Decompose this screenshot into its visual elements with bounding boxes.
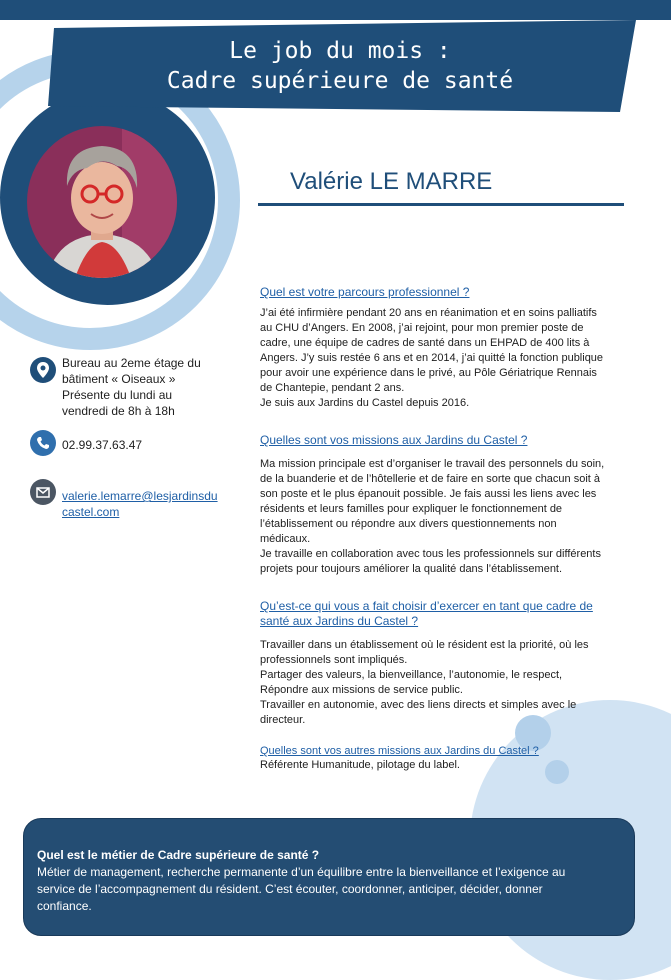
question-parcours: Quel est votre parcours professionnel ? bbox=[260, 285, 470, 299]
summary-line: Métier de management, recherche permanente d’un équilibre entre la bienveillance et l’exigence au bbox=[37, 865, 566, 879]
answer-line: projets pour toujours améliorer la qualité dans l’établissement. bbox=[260, 563, 563, 575]
answer-line: résidents et leurs familles pour expliquer le fonctionnement de bbox=[260, 503, 563, 515]
answer-line: Angers. J’y suis restée 6 ans et en 2014, j’ai quitté la fonction publique bbox=[260, 352, 604, 364]
portrait-photo bbox=[27, 126, 177, 278]
summary-line: service de l’accompagnement du résident. C’est écouter, coordonner, anticiper, décider, donner bbox=[37, 882, 543, 896]
answer-line: au CHU d’Angers. En 2008, j’ai rejoint, pour mon premier poste de bbox=[260, 322, 584, 334]
answer-line: de la buanderie et de l’hôtellerie et de faire en sorte que chacun soit à bbox=[260, 473, 601, 485]
answer-line: son poste et le plus épanouit possible. Je fais aussi les liens avec les bbox=[260, 488, 597, 500]
email-icon bbox=[30, 479, 56, 505]
title-line-1: Le job du mois : bbox=[229, 38, 451, 64]
question-choix bbox=[260, 599, 620, 629]
location-pin-icon bbox=[30, 357, 56, 383]
location-line: vendredi de 8h à 18h bbox=[62, 404, 175, 418]
answer-line: professionnels sont impliqués. bbox=[260, 654, 408, 666]
answer-line: cadre, une équipe de cadres de santé dans un EHPAD de 400 lits à bbox=[260, 337, 590, 349]
email-line-2[interactable]: castel.com bbox=[62, 505, 120, 519]
top-bar bbox=[0, 0, 671, 20]
answer-line: Travailler dans un établissement où le résident est la priorité, où les bbox=[260, 639, 589, 651]
name-underline bbox=[258, 203, 624, 206]
answer-line: l’établissement ou répondre aux divers questionnements non bbox=[260, 518, 557, 530]
page-title bbox=[60, 36, 620, 96]
answer-line: Ma mission principale est d’organiser le travail des personnels du soin, bbox=[260, 458, 605, 470]
answer-line: Partager des valeurs, la bienveillance, l’autonomie, le respect, bbox=[260, 669, 563, 681]
question-missions: Quelles sont vos missions aux Jardins du Castel ? bbox=[260, 433, 528, 447]
question-line: santé aux Jardins du Castel ? bbox=[260, 614, 419, 628]
summary-line: confiance. bbox=[37, 899, 92, 913]
answer-missions bbox=[260, 457, 625, 577]
summary-heading: Quel est le métier de Cadre supérieure de santé ? bbox=[37, 848, 320, 862]
email-line-1[interactable]: valerie.lemarre@lesjardinsdu bbox=[62, 489, 218, 503]
email-link[interactable] bbox=[62, 488, 218, 520]
answer-line: de Chantepie, pendant 2 ans. bbox=[260, 382, 405, 394]
location-line: Bureau au 2eme étage du bbox=[62, 356, 201, 370]
title-line-2: Cadre supérieure de santé bbox=[166, 68, 514, 94]
question-autres-missions: Quelles sont vos autres missions aux Jardins du Castel ? bbox=[260, 745, 539, 757]
answer-line: directeur. bbox=[260, 714, 306, 726]
person-name: Valérie LE MARRE bbox=[290, 168, 493, 195]
answer-autres-missions bbox=[260, 758, 625, 773]
location-line: Présente du lundi au bbox=[62, 388, 173, 402]
answer-line: Répondre aux missions de service public. bbox=[260, 684, 463, 696]
answer-line: médicaux. bbox=[260, 533, 311, 545]
answer-line: Je travaille en collaboration avec tous les professionnels sur différents bbox=[260, 548, 601, 560]
answer-line: Travailler en autonomie, avec des liens directs et simples avec le bbox=[260, 699, 577, 711]
summary-text bbox=[37, 847, 617, 915]
phone-number[interactable]: 02.99.37.63.47 bbox=[62, 438, 143, 452]
answer-line: J’ai été infirmière pendant 20 ans en réanimation et en soins palliatifs bbox=[260, 307, 597, 319]
phone-icon bbox=[30, 430, 56, 456]
answer-line: Je suis aux Jardins du Castel depuis 2016. bbox=[260, 397, 470, 409]
answer-parcours bbox=[260, 306, 625, 411]
answer-line: Référente Humanitude, pilotage du label. bbox=[260, 759, 460, 771]
answer-choix bbox=[260, 638, 625, 728]
location-line: bâtiment « Oiseaux » bbox=[62, 372, 176, 386]
answer-line: pour avoir une expérience dans le privé, au Pôle Gériatrique Rennais bbox=[260, 367, 597, 379]
location-text bbox=[62, 355, 201, 419]
question-line: Qu’est-ce qui vous a fait choisir d’exercer en tant que cadre de bbox=[260, 599, 593, 613]
